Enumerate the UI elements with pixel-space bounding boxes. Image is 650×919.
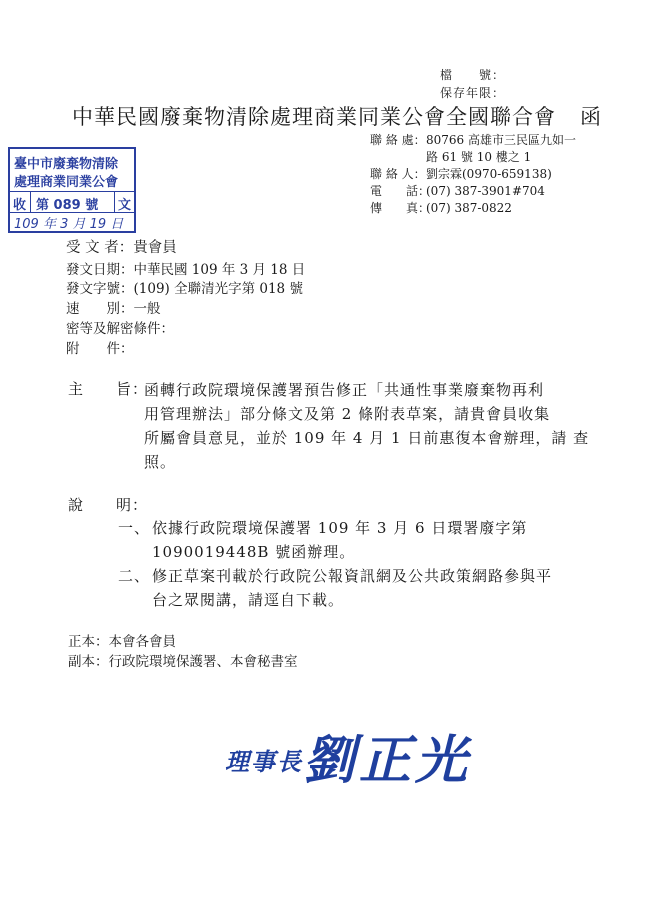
signature-title: 理事長 (225, 747, 303, 776)
fax-value: (07) 387-0822 (426, 201, 512, 215)
stamp-number-row (10, 191, 134, 213)
stamp-doc: 文 (118, 198, 132, 213)
doc-type: 函 (580, 105, 602, 129)
contact-fax (370, 199, 512, 216)
number-field: 發文字號：(109) 全聯清光字第 018 號 (66, 281, 303, 297)
phone-label: 電 話： (370, 184, 431, 198)
document-title (72, 101, 602, 131)
secrecy-field: 密等及解密條件： (66, 321, 174, 337)
subject-line-2: 用管理辦法」部分條文及第 2 條附表草案，請貴會員收集 (144, 405, 551, 423)
contact-person (370, 165, 552, 182)
address-line1: 80766 高雄市三民區九如一 (426, 133, 576, 147)
address-line2: 路 61 號 10 樓之 1 (426, 150, 532, 164)
contact-phone (370, 182, 545, 199)
attachment-field: 附 件： (66, 341, 134, 357)
subject-line-4: 照。 (144, 453, 177, 471)
signature (225, 718, 471, 793)
explanation-1-line-1: 依據行政院環境保護署 109 年 3 月 6 日環署廢字第 (152, 519, 528, 537)
explanation-num-2: 二、 (118, 567, 151, 585)
signature-name: 劉正光 (303, 730, 472, 791)
stamp-org-line2: 處理商業同業公會 (14, 175, 119, 190)
receipt-stamp (8, 147, 136, 233)
subject-line-3: 所屬會員意見，並於 109 年 4 月 1 日前惠復本會辦理，請 查 (144, 429, 590, 447)
contact-address (370, 131, 576, 148)
date-field: 發文日期：中華民國 109 年 3 月 18 日 (66, 262, 306, 278)
person-value: 劉宗霖(0970-659138) (426, 167, 552, 181)
fax-label: 傳 真： (370, 201, 431, 215)
explanation-1-line-2: 1090019448B 號函辦理。 (152, 543, 356, 561)
original-recipients: 正本：本會各會員 (68, 634, 176, 650)
explanation-label: 說 明： (68, 496, 149, 514)
phone-value: (07) 387-3901#704 (426, 184, 545, 198)
person-label: 聯 絡 人： (370, 167, 426, 181)
explanation-2-line-2: 台之眾閱講，請逕自下載。 (152, 591, 345, 609)
org-name: 中華民國廢棄物清除處理商業同業公會全國聯合會 (72, 105, 556, 129)
subject-line-1: 函轉行政院環境保護署預告修正「共通性事業廢棄物再利 (144, 381, 545, 399)
retention-label: 保存年限： (440, 86, 506, 100)
stamp-date: 109 年 3 月 19 日 (14, 217, 124, 232)
stamp-receive: 收 (13, 198, 27, 213)
file-number-label: 檔 號： (440, 68, 506, 82)
stamp-number: 第 089 號 (36, 198, 99, 213)
explanation-num-1: 一、 (118, 519, 151, 537)
address-label: 聯 絡 處： (370, 133, 426, 147)
recipient-field: 受 文 者：貴會員 (66, 240, 177, 256)
copy-recipients: 副本：行政院環境保護署、本會秘書室 (68, 654, 298, 670)
stamp-org-line1: 臺中市廢棄物清除 (14, 157, 119, 172)
subject-label: 主 旨： (68, 380, 149, 398)
speed-field: 速 別：一般 (66, 301, 161, 317)
explanation-2-line-1: 修正草案刊載於行政院公報資訊網及公共政策網路參與平 (152, 567, 553, 585)
